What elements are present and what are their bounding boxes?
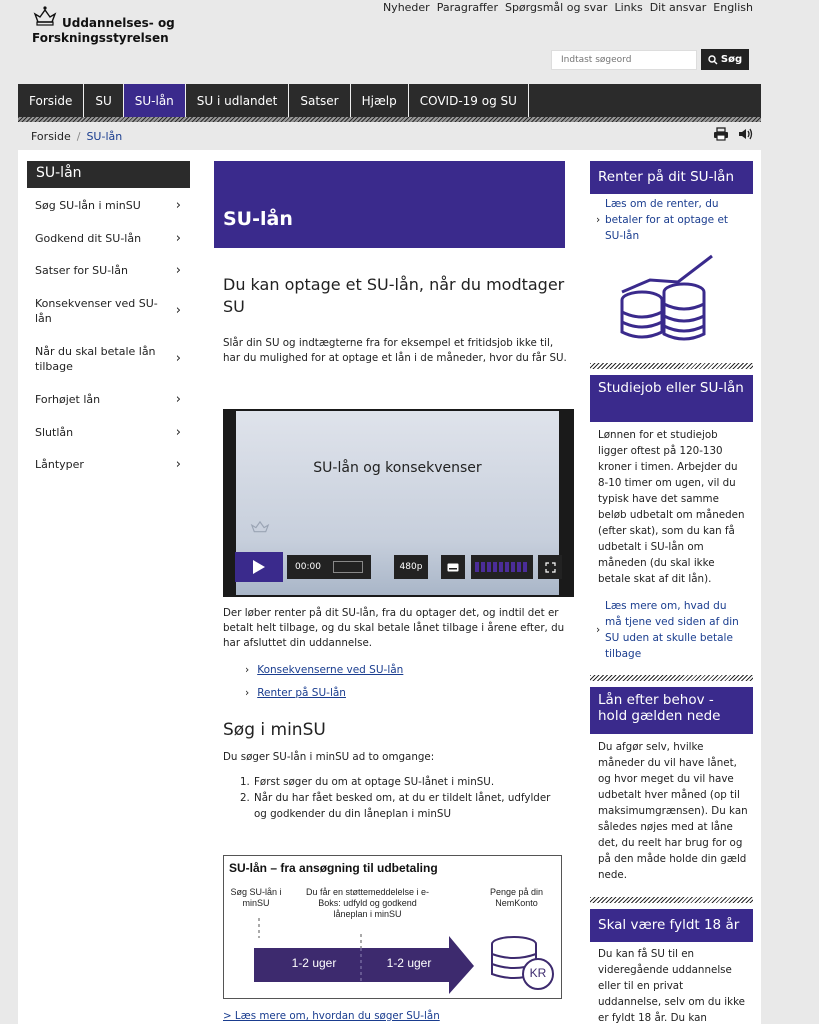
search-icon xyxy=(708,55,718,65)
logo-line-2: Forskningsstyrelsen xyxy=(32,31,169,45)
nav-divider xyxy=(18,117,761,122)
search-button[interactable] xyxy=(701,49,749,70)
sidebar-item-label: Slutlån xyxy=(35,425,74,439)
box-18aar-text: Du kan få SU til en videregående uddannelse eller til en privat uddannelse, selv om du ikke er fyldt 18 år. Du kan xyxy=(598,948,746,1024)
breadcrumb-current[interactable]: SU-lån xyxy=(86,130,123,143)
step-text: Når du har fået besked om, at du er tildelt lånet, udfylder og godkender du din låneplan i minSU xyxy=(254,792,551,820)
breadcrumb-separator: / xyxy=(76,130,81,143)
sidebar-item-satser[interactable] xyxy=(27,255,190,287)
process-diagram xyxy=(223,855,562,999)
read-more-link[interactable]: > Læs mere om, hvordan du søger SU-lån xyxy=(223,1010,440,1022)
volume-level xyxy=(475,562,529,572)
nav-su-i-udlandet[interactable]: SU i udlandet xyxy=(186,84,290,117)
chevron-right-icon: › xyxy=(596,214,601,226)
breadcrumb-home[interactable]: Forside xyxy=(31,130,71,143)
chevron-right-icon: › xyxy=(175,424,181,440)
chevron-right-icon: › xyxy=(175,391,181,407)
video-controls xyxy=(235,552,565,582)
top-link-paragraffer[interactable]: Paragraffer xyxy=(436,1,498,14)
sidebar-item-label: Når du skal betale lån tilbage xyxy=(35,344,156,373)
diagram-label-3: Penge på din NemKonto xyxy=(489,887,544,908)
box-behov-text: Du afgør selv, hvilke måneder du vil have lånet, og hvor meget du vil have udbetalt hver måned (op til maksimumgrænsen). Du kan således nøjes med at låne det, du reelt har brug for og på den måde holde din gæld nede. xyxy=(598,741,748,881)
sidebar-item-label: Søg SU-lån i minSU xyxy=(35,199,141,212)
link-renter[interactable]: Renter på SU-lån xyxy=(257,687,346,699)
search-input[interactable] xyxy=(551,50,697,70)
chevron-right-icon: › xyxy=(245,664,250,676)
main-nav xyxy=(18,84,761,117)
hero-banner xyxy=(214,161,565,248)
sidebar-item-soeg[interactable] xyxy=(27,190,190,222)
sidebar-title: SU-lån xyxy=(27,161,190,188)
video-title: SU-lån og konsekvenser xyxy=(313,460,482,476)
quality-button[interactable]: 480p xyxy=(394,555,428,579)
print-icon[interactable] xyxy=(713,127,729,141)
sidebar-item-forhoejet[interactable] xyxy=(27,383,190,416)
chevron-right-icon: › xyxy=(175,457,181,472)
chevron-right-icon: › xyxy=(175,198,181,213)
box-renter-title: Renter på dit SU-lån xyxy=(590,161,753,194)
section-divider xyxy=(590,363,753,369)
speaker-icon[interactable] xyxy=(738,127,754,141)
diagram-arrow-label-1: 1-2 uger xyxy=(291,956,337,970)
nav-su-laan[interactable]: SU-lån xyxy=(124,84,186,117)
diagram-label-1: Søg SU-lån i minSU xyxy=(230,887,282,908)
box-studiejob-text: Lønnen for et studiejob ligger oftest på 120-130 kroner i timen. Arbejder du 8-10 timer om ugen, vil du typisk have det samme beløb udbetalt om måneden (efter skat), som du kan få udbetalt i SU-lån om måneden (du skal ikke betale skat af dit lån). xyxy=(598,429,745,585)
sidebar-item-label: Godkend dit SU-lån xyxy=(35,231,142,245)
related-link-item xyxy=(245,664,403,676)
steps-list xyxy=(240,774,560,822)
sidebar-item-konsekvenser[interactable] xyxy=(27,287,190,335)
nav-covid[interactable]: COVID-19 og SU xyxy=(409,84,529,117)
section-divider xyxy=(590,675,753,681)
captions-icon xyxy=(447,563,459,572)
chevron-right-icon: › xyxy=(175,303,181,318)
fullscreen-icon xyxy=(545,562,556,573)
diagram-coin-label: KR xyxy=(529,966,547,980)
page-title: SU-lån xyxy=(223,208,293,230)
play-icon xyxy=(252,559,266,575)
sidebar-item-label: Konsekvenser ved SU-lån xyxy=(35,296,158,325)
logo-line-1: Uddannelses- og xyxy=(62,16,175,30)
link-konsekvenser[interactable]: Konsekvenserne ved SU-lån xyxy=(257,664,404,676)
related-links xyxy=(245,664,403,710)
top-link-dit-ansvar[interactable]: Dit ansvar xyxy=(649,1,707,14)
nav-forside[interactable]: Forside xyxy=(18,84,84,117)
breadcrumb xyxy=(31,130,122,143)
top-link-nyheder[interactable]: Nyheder xyxy=(382,1,430,14)
sidebar-item-label: Låntyper xyxy=(35,458,84,471)
section-intro: Du søger SU-lån i minSU ad to omgange: xyxy=(223,751,435,763)
chevron-right-icon: › xyxy=(175,351,181,366)
box-renter-link[interactable] xyxy=(597,196,745,244)
diagram-arrow-label-2: 1-2 uger xyxy=(386,956,432,970)
video-time: 00:00 xyxy=(295,562,321,572)
diagram-label-2: Du får en støttemeddelelse i e-Boks: udfyld og godkend låneplan i minSU xyxy=(305,887,430,919)
diagram-graphic xyxy=(224,856,563,1000)
fullscreen-button[interactable] xyxy=(538,555,562,579)
nav-su[interactable]: SU xyxy=(84,84,123,117)
sidebar-item-label: Satser for SU-lån xyxy=(35,264,128,277)
box-studiejob-link[interactable] xyxy=(597,598,745,662)
box-studiejob-link-text: Læs mere om, hvad du må tjene ved siden af din SU uden at skulle betale tilbage xyxy=(605,600,739,660)
sidebar-item-slutlaan[interactable] xyxy=(27,416,190,449)
play-button[interactable] xyxy=(235,552,283,582)
chevron-right-icon: › xyxy=(245,687,250,699)
box-behov-title: Lån efter behov - hold gælden nede xyxy=(590,687,753,734)
video-player[interactable] xyxy=(223,409,574,597)
top-links xyxy=(383,1,753,14)
time-display xyxy=(287,555,371,579)
sidebar-item-godkend[interactable] xyxy=(27,222,190,255)
nav-hjaelp[interactable]: Hjælp xyxy=(351,84,409,117)
search-button-label: Søg xyxy=(720,54,743,65)
progress-bar[interactable] xyxy=(333,561,363,573)
sidebar-item-label: Forhøjet lån xyxy=(35,392,101,406)
section-title: Søg i minSU xyxy=(223,720,326,740)
step-item: 1. Først søger du om at optage SU-lånet i minSU. xyxy=(240,776,495,788)
crown-watermark-icon xyxy=(249,517,271,535)
section-divider xyxy=(590,897,753,903)
nav-satser[interactable]: Satser xyxy=(289,84,350,117)
step-text: Først søger du om at optage SU-lånet i minSU. xyxy=(254,776,495,788)
volume-slider[interactable] xyxy=(471,555,533,579)
sidebar-item-laantyper[interactable] xyxy=(27,449,190,481)
box-renter-link-text: Læs om de renter, du betaler for at optage et SU-lån xyxy=(605,198,729,242)
sidebar-item-betale-tilbage[interactable] xyxy=(27,335,190,383)
diagram-title: SU-lån – fra ansøgning til udbetaling xyxy=(229,861,438,875)
crown-icon xyxy=(32,4,58,26)
box-18aar-title: Skal være fyldt 18 år xyxy=(590,909,753,942)
top-link-english[interactable]: English xyxy=(713,1,753,14)
chevron-right-icon: › xyxy=(175,263,181,278)
sidebar-menu xyxy=(27,190,190,481)
captions-button[interactable] xyxy=(441,555,465,579)
chevron-right-icon: › xyxy=(596,624,601,636)
step-item: 2. Når du har fået besked om, at du er tildelt lånet, udfylder og godkender du din låneplan i minSU xyxy=(240,790,560,822)
box-studiejob-title: Studiejob eller SU-lån xyxy=(590,375,753,422)
coins-graph-icon xyxy=(620,252,720,348)
body-text: Der løber renter på dit SU-lån, fra du optager det, og indtil det er betalt helt tilbage, og du skal betale lånet tilbage i årene efter, du har afsluttet din uddannelse. xyxy=(223,607,565,649)
top-link-faq[interactable]: Spørgsmål og svar xyxy=(504,1,608,14)
chevron-right-icon: › xyxy=(175,230,181,246)
intro-text: Slår din SU og indtægterne fra for eksempel et fritidsjob ikke til, har du mulighed for at optage et lån i de måneder, hvor du får SU. xyxy=(223,337,567,364)
related-link-item xyxy=(245,687,403,699)
main-heading: Du kan optage et SU-lån, når du modtager SU xyxy=(223,275,565,316)
top-link-links[interactable]: Links xyxy=(614,1,643,14)
